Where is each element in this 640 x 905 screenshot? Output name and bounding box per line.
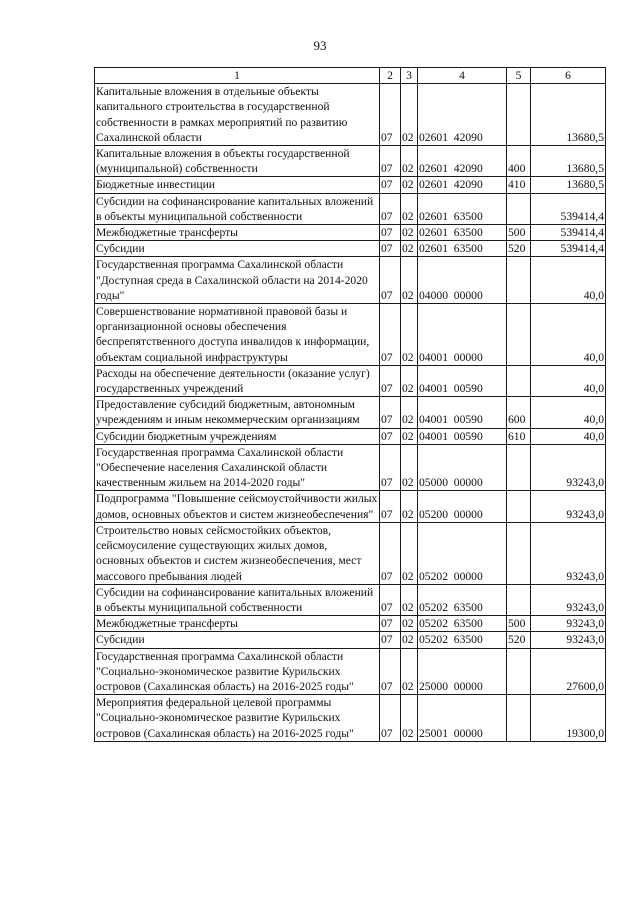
row-target-article-cell: 02601 42090 xyxy=(418,177,507,193)
row-target-article-cell: 05202 63500 xyxy=(418,632,507,648)
row-name-cell: Межбюджетные трансферты xyxy=(95,616,380,632)
row-amount-cell: 40,0 xyxy=(531,257,606,304)
table-row xyxy=(95,444,606,491)
row-section-cell: 07 xyxy=(380,584,401,615)
table-row xyxy=(95,632,606,648)
row-expense-type-cell: 610 xyxy=(507,428,531,444)
row-subsection-cell: 02 xyxy=(401,365,418,396)
header-cell-expense-type: 5 xyxy=(507,68,531,84)
row-subsection-cell: 02 xyxy=(401,522,418,584)
row-name-cell: Межбюджетные трансферты xyxy=(95,225,380,241)
row-subsection-cell: 02 xyxy=(401,584,418,615)
table-row xyxy=(95,177,606,193)
table-row xyxy=(95,257,606,304)
row-name-cell: Совершенствование нормативной правовой базы и организационной основы обеспечения беспрепятственного доступа инвалидов к информации, объектам социальной инфраструктуры xyxy=(95,304,380,366)
row-name-cell: Строительство новых сейсмостойких объектов, сейсмоусиление существующих жилых домов, основных объектов и систем жизнеобеспечения, мест массового пребывания людей xyxy=(95,522,380,584)
row-section-cell: 07 xyxy=(380,225,401,241)
row-section-cell: 07 xyxy=(380,193,401,224)
row-section-cell: 07 xyxy=(380,146,401,177)
row-subsection-cell: 02 xyxy=(401,146,418,177)
row-name-cell: Субсидии на софинансирование капитальных вложений в объекты муниципальной собственности xyxy=(95,584,380,615)
row-expense-type-cell xyxy=(507,522,531,584)
row-name-cell: Субсидии xyxy=(95,632,380,648)
row-target-article-cell: 05202 00000 xyxy=(418,522,507,584)
row-expense-type-cell xyxy=(507,584,531,615)
row-amount-cell: 93243,0 xyxy=(531,522,606,584)
page-number: 93 xyxy=(313,38,327,53)
row-name-cell: Капитальные вложения в отдельные объекты капитального строительства в государственной собственности в рамках мероприятий по развитию Сахалинской области xyxy=(95,84,380,146)
table-row xyxy=(95,584,606,615)
row-target-article-cell: 02601 63500 xyxy=(418,225,507,241)
row-target-article-cell: 02601 63500 xyxy=(418,241,507,257)
row-section-cell: 07 xyxy=(380,648,401,695)
row-target-article-cell: 04001 00000 xyxy=(418,304,507,366)
row-amount-cell: 40,0 xyxy=(531,365,606,396)
header-cell-target-article: 4 xyxy=(418,68,507,84)
budget-table xyxy=(94,67,606,742)
row-subsection-cell: 02 xyxy=(401,177,418,193)
row-target-article-cell: 04001 00590 xyxy=(418,428,507,444)
table-row xyxy=(95,365,606,396)
row-amount-cell: 539414,4 xyxy=(531,241,606,257)
row-name-cell: Предоставление субсидий бюджетным, автономным учреждениям и иным некоммерческим организациям xyxy=(95,397,380,428)
row-target-article-cell: 02601 42090 xyxy=(418,84,507,146)
row-section-cell: 07 xyxy=(380,522,401,584)
row-name-cell: Субсидии на софинансирование капитальных вложений в объекты муниципальной собственности xyxy=(95,193,380,224)
row-name-cell: Субсидии xyxy=(95,241,380,257)
header-cell-section: 2 xyxy=(380,68,401,84)
row-name-cell: Мероприятия федеральной целевой программы "Социально-экономическое развитие Курильских островов (Сахалинская область) на 2016-2025 годы" xyxy=(95,695,380,742)
row-name-cell: Государственная программа Сахалинской области "Доступная среда в Сахалинской области на 2014-2020 годы" xyxy=(95,257,380,304)
row-target-article-cell: 02601 63500 xyxy=(418,193,507,224)
row-expense-type-cell xyxy=(507,84,531,146)
row-target-article-cell: 25000 00000 xyxy=(418,648,507,695)
table-row xyxy=(95,241,606,257)
row-subsection-cell: 02 xyxy=(401,695,418,742)
row-amount-cell: 13680,5 xyxy=(531,177,606,193)
row-expense-type-cell: 400 xyxy=(507,146,531,177)
row-name-cell: Государственная программа Сахалинской области "Обеспечение населения Сахалинской области качественным жильем на 2014-2020 годы" xyxy=(95,444,380,491)
row-name-cell: Субсидии бюджетным учреждениям xyxy=(95,428,380,444)
row-subsection-cell: 02 xyxy=(401,444,418,491)
row-target-article-cell: 04001 00590 xyxy=(418,397,507,428)
row-subsection-cell: 02 xyxy=(401,257,418,304)
row-expense-type-cell xyxy=(507,695,531,742)
row-section-cell: 07 xyxy=(380,695,401,742)
row-subsection-cell: 02 xyxy=(401,397,418,428)
row-expense-type-cell xyxy=(507,491,531,522)
row-subsection-cell: 02 xyxy=(401,428,418,444)
row-expense-type-cell: 600 xyxy=(507,397,531,428)
table-row xyxy=(95,193,606,224)
row-name-cell: Капитальные вложения в объекты государственной (муниципальной) собственности xyxy=(95,146,380,177)
row-expense-type-cell: 410 xyxy=(507,177,531,193)
row-name-cell: Бюджетные инвестиции xyxy=(95,177,380,193)
row-amount-cell: 539414,4 xyxy=(531,225,606,241)
header-cell-subsection: 3 xyxy=(401,68,418,84)
row-amount-cell: 93243,0 xyxy=(531,632,606,648)
row-amount-cell: 40,0 xyxy=(531,397,606,428)
row-amount-cell: 40,0 xyxy=(531,304,606,366)
row-expense-type-cell: 520 xyxy=(507,241,531,257)
table-row xyxy=(95,491,606,522)
row-subsection-cell: 02 xyxy=(401,491,418,522)
row-subsection-cell: 02 xyxy=(401,616,418,632)
row-amount-cell: 13680,5 xyxy=(531,84,606,146)
table-header-row xyxy=(95,68,606,84)
row-section-cell: 07 xyxy=(380,397,401,428)
row-section-cell: 07 xyxy=(380,632,401,648)
budget-table-body xyxy=(95,68,606,742)
row-target-article-cell: 25001 00000 xyxy=(418,695,507,742)
table-row xyxy=(95,84,606,146)
row-subsection-cell: 02 xyxy=(401,648,418,695)
row-amount-cell: 27600,0 xyxy=(531,648,606,695)
row-subsection-cell: 02 xyxy=(401,193,418,224)
row-amount-cell: 13680,5 xyxy=(531,146,606,177)
row-expense-type-cell xyxy=(507,304,531,366)
row-section-cell: 07 xyxy=(380,428,401,444)
row-amount-cell: 539414,4 xyxy=(531,193,606,224)
row-subsection-cell: 02 xyxy=(401,84,418,146)
row-amount-cell: 40,0 xyxy=(531,428,606,444)
table-row xyxy=(95,397,606,428)
row-subsection-cell: 02 xyxy=(401,225,418,241)
row-section-cell: 07 xyxy=(380,84,401,146)
table-row xyxy=(95,616,606,632)
row-subsection-cell: 02 xyxy=(401,241,418,257)
row-target-article-cell: 04000 00000 xyxy=(418,257,507,304)
row-section-cell: 07 xyxy=(380,616,401,632)
row-section-cell: 07 xyxy=(380,241,401,257)
table-row xyxy=(95,428,606,444)
row-target-article-cell: 05000 00000 xyxy=(418,444,507,491)
row-amount-cell: 93243,0 xyxy=(531,444,606,491)
table-row xyxy=(95,522,606,584)
row-expense-type-cell: 500 xyxy=(507,225,531,241)
row-name-cell: Государственная программа Сахалинской области "Социально-экономическое развитие Курильских островов (Сахалинская область) на 2016-2025 годы" xyxy=(95,648,380,695)
row-subsection-cell: 02 xyxy=(401,632,418,648)
row-target-article-cell: 02601 42090 xyxy=(418,146,507,177)
row-target-article-cell: 05202 63500 xyxy=(418,616,507,632)
row-section-cell: 07 xyxy=(380,177,401,193)
row-target-article-cell: 05202 63500 xyxy=(418,584,507,615)
row-subsection-cell: 02 xyxy=(401,304,418,366)
row-section-cell: 07 xyxy=(380,491,401,522)
table-row xyxy=(95,695,606,742)
table-row xyxy=(95,648,606,695)
row-section-cell: 07 xyxy=(380,304,401,366)
row-amount-cell: 93243,0 xyxy=(531,491,606,522)
row-target-article-cell: 04001 00590 xyxy=(418,365,507,396)
row-expense-type-cell xyxy=(507,444,531,491)
row-name-cell: Подпрограмма "Повышение сейсмоустойчивости жилых домов, основных объектов и систем жизнеобеспечения" xyxy=(95,491,380,522)
row-expense-type-cell: 500 xyxy=(507,616,531,632)
row-amount-cell: 19300,0 xyxy=(531,695,606,742)
table-row xyxy=(95,225,606,241)
header-cell-amount: 6 xyxy=(531,68,606,84)
row-expense-type-cell xyxy=(507,257,531,304)
row-amount-cell: 93243,0 xyxy=(531,616,606,632)
row-expense-type-cell xyxy=(507,648,531,695)
row-target-article-cell: 05200 00000 xyxy=(418,491,507,522)
row-section-cell: 07 xyxy=(380,257,401,304)
table-row xyxy=(95,304,606,366)
row-expense-type-cell xyxy=(507,193,531,224)
row-section-cell: 07 xyxy=(380,444,401,491)
row-amount-cell: 93243,0 xyxy=(531,584,606,615)
row-expense-type-cell: 520 xyxy=(507,632,531,648)
header-cell-name: 1 xyxy=(95,68,380,84)
table-row xyxy=(95,146,606,177)
row-section-cell: 07 xyxy=(380,365,401,396)
row-name-cell: Расходы на обеспечение деятельности (оказание услуг) государственных учреждений xyxy=(95,365,380,396)
row-expense-type-cell xyxy=(507,365,531,396)
